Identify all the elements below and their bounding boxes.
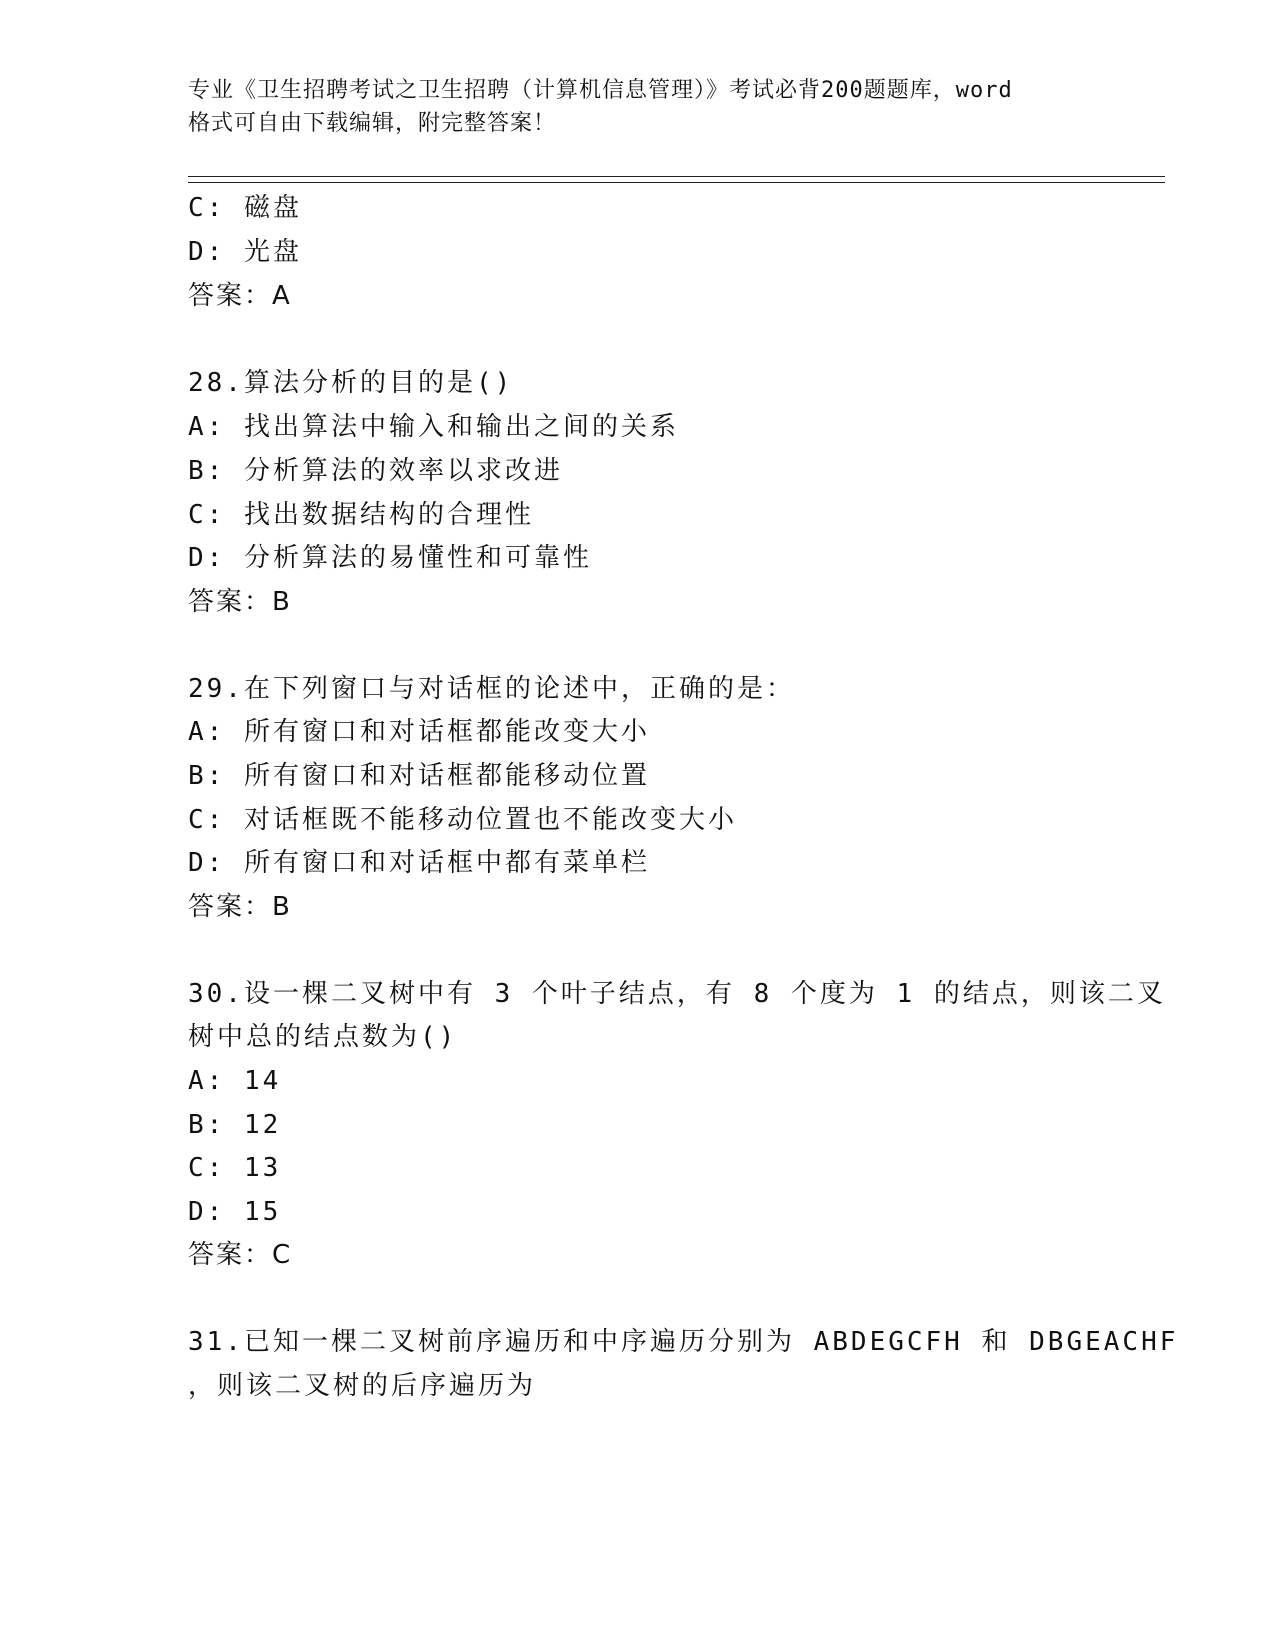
q28-answer: 答案：B [188,587,292,617]
q30-answer: 答案：C [188,1240,293,1270]
header-title-line-1: 专业《卫生招聘考试之卫生招聘（计算机信息管理）》考试必背200题题库，word [188,78,1013,103]
q29-option-d: D: 所有窗口和对话框中都有菜单栏 [188,848,650,878]
q30-question-line-2: 树中总的结点数为() [188,1022,458,1052]
q29-question: 29.在下列窗口与对话框的论述中，正确的是： [188,674,795,704]
q27-option-d: D: 光盘 [188,237,302,267]
q29-answer: 答案：B [188,892,292,922]
q28-option-c: C: 找出数据结构的合理性 [188,500,534,530]
q30-option-d: D: 15 [188,1197,282,1227]
q28-option-d: D: 分析算法的易懂性和可靠性 [188,543,592,573]
q29-option-b: B: 所有窗口和对话框都能移动位置 [188,761,650,791]
q27-option-c: C: 磁盘 [188,193,302,223]
header-title-line-2: 格式可自由下载编辑，附完整答案！ [188,111,557,136]
q29-option-a: A: 所有窗口和对话框都能改变大小 [188,717,650,747]
q30-question-line-1: 30.设一棵二叉树中有 3 个叶子结点，有 8 个度为 1 的结点，则该二叉 [188,979,1166,1009]
q28-option-a: A: 找出算法中输入和输出之间的关系 [188,412,679,442]
q30-option-a: A: 14 [188,1066,282,1096]
q30-option-b: B: 12 [188,1110,282,1140]
header-divider-bottom [188,182,1165,183]
q27-answer: 答案：A [188,281,292,311]
header-divider-top [188,176,1165,177]
q31-question-line-2: ，则该二叉树的后序遍历为 [188,1371,537,1401]
q28-option-b: B: 分析算法的效率以求改进 [188,456,563,486]
q29-option-c: C: 对话框既不能移动位置也不能改变大小 [188,805,737,835]
document-header [188,74,1088,140]
q28-question: 28.算法分析的目的是() [188,368,514,398]
q30-option-c: C: 13 [188,1153,282,1183]
q31-question-line-1: 31.已知一棵二叉树前序遍历和中序遍历分别为 ABDEGCFH 和 DBGEACHF [188,1327,1179,1357]
